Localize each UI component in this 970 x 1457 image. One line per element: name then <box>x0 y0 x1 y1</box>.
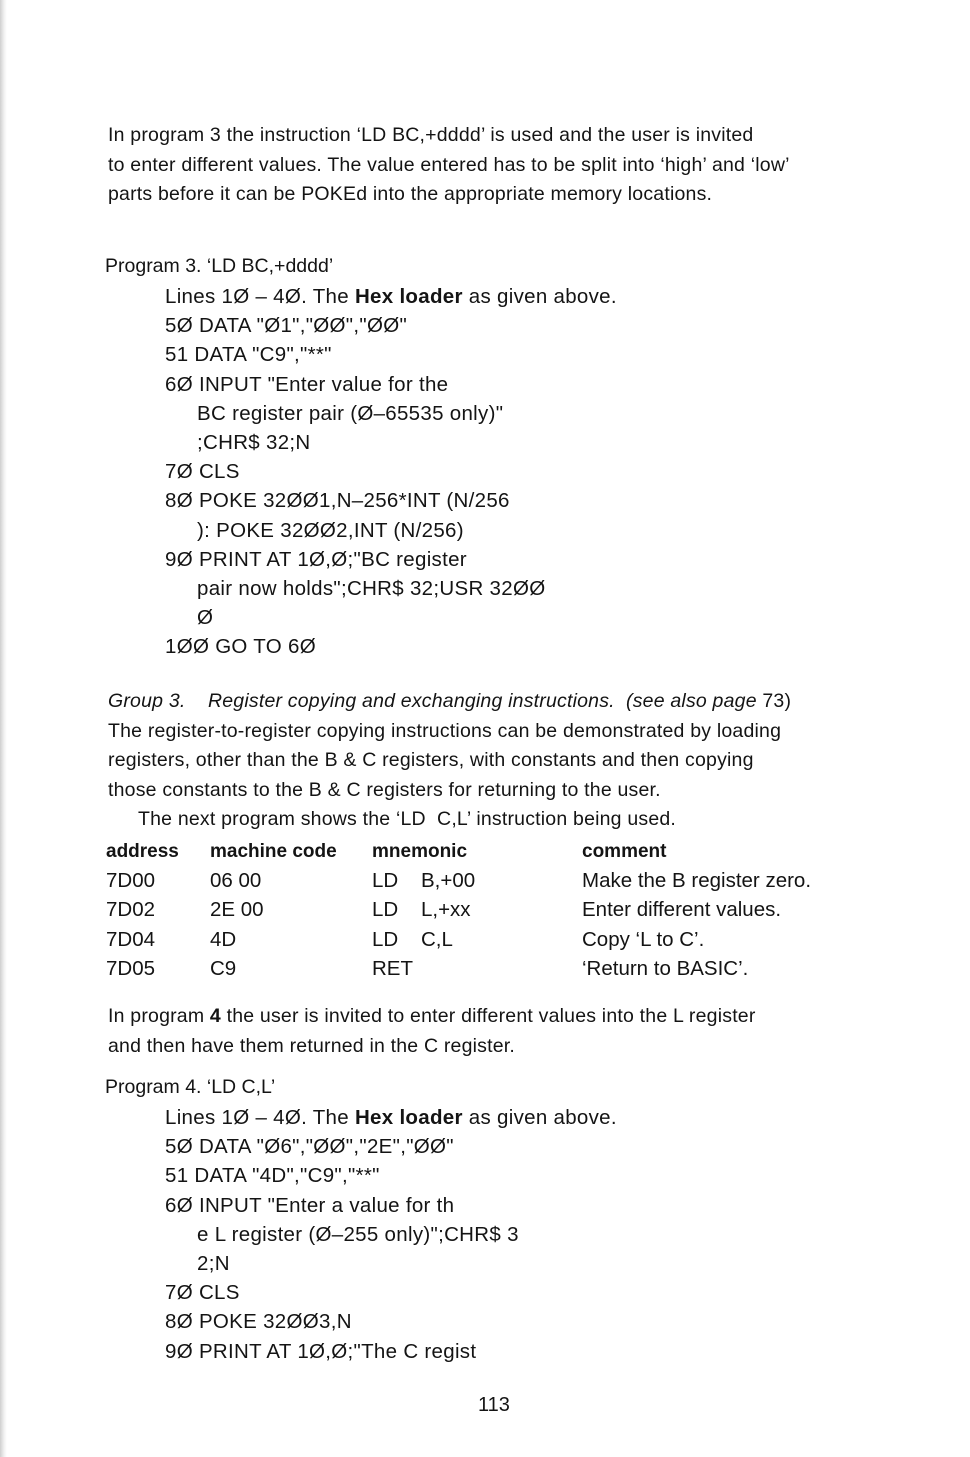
machine-code-table <box>106 837 842 984</box>
table-row <box>106 925 842 954</box>
group-3-heading <box>108 687 883 717</box>
code-continuation-line: ): POKE 32ØØ2,INT (N/256) <box>197 518 464 542</box>
code-continuation-line: pair now holds";CHR$ 32;USR 32ØØ <box>197 577 546 601</box>
text-line: The register-to-register copying instructions can be demonstrated by loading <box>108 719 782 742</box>
cell-comment: Enter different values. <box>582 898 782 922</box>
code-line: 7Ø CLS <box>165 1281 240 1305</box>
program-3-listing <box>165 282 617 662</box>
text-fragment: In program <box>108 1005 210 1027</box>
code-continuation-line: Ø <box>197 606 214 630</box>
cell-mnemonic: LD L,+xx <box>372 898 471 922</box>
lines-note-suffix: as given above. <box>462 1106 617 1129</box>
program-3-title: Program 3. ‘LD BC,+dddd’ <box>105 255 334 277</box>
code-line: 9Ø PRINT AT 1Ø,Ø;"BC register <box>165 547 467 571</box>
cell-machine-code: 06 00 <box>210 869 262 893</box>
lines-note-suffix: as given above. <box>462 285 617 308</box>
cell-machine-code: 2E 00 <box>210 898 264 922</box>
program-4-title: Program 4. ‘LD C,L’ <box>105 1076 276 1098</box>
cell-machine-code: 4D <box>210 927 237 951</box>
table-row <box>106 896 842 925</box>
code-line: 1ØØ GO TO 6Ø <box>165 635 316 659</box>
code-line: 6Ø INPUT "Enter value for the <box>165 372 449 396</box>
program-3-lines-note <box>165 282 617 311</box>
text-line <box>108 1002 883 1032</box>
program-4-code <box>165 1132 617 1366</box>
binding-shadow <box>0 0 7 1457</box>
code-line: 9Ø PRINT AT 1Ø,Ø;"The C regist <box>165 1339 477 1363</box>
cell-comment: Make the B register zero. <box>582 869 812 893</box>
cell-mnemonic: RET <box>372 957 413 981</box>
program-3-code <box>165 311 617 661</box>
cell-address: 7D04 <box>106 927 156 951</box>
text-fragment: the user is invited to enter different values into the L register <box>220 1005 756 1027</box>
header-comment: comment <box>582 840 667 862</box>
code-line: 5Ø DATA "Ø6","ØØ","2E","ØØ" <box>165 1135 454 1159</box>
hex-loader-label: Hex loader <box>354 285 463 308</box>
code-line: 8Ø POKE 32ØØ3,N <box>165 1310 352 1334</box>
cell-comment: Copy ‘L to C’. <box>582 927 705 951</box>
code-line: 8Ø POKE 32ØØ1,N–256*INT (N/256 <box>165 489 510 513</box>
group-3-label: Group 3. <box>108 690 186 712</box>
code-continuation-line: BC register pair (Ø–65535 only)" <box>197 401 504 425</box>
code-line: 51 DATA "C9","**" <box>165 343 332 367</box>
program-number: 4 <box>209 1005 221 1027</box>
group-3-section <box>108 687 883 835</box>
table-row <box>106 866 842 895</box>
page-number: 113 <box>478 1394 510 1416</box>
table-header-row <box>106 837 842 866</box>
cell-address: 7D00 <box>106 869 156 893</box>
text-line: registers, other than the B & C registers, with constants and then copying <box>108 749 754 771</box>
program-4-listing <box>165 1103 617 1366</box>
text-line: those constants to the B & C registers for returning to the user. <box>108 778 661 801</box>
header-machine-code: machine code <box>210 840 337 862</box>
cell-address: 7D05 <box>106 957 156 981</box>
text-line: In program 3 the instruction ‘LD BC,+dddd’ is used and the user is invited <box>108 124 754 146</box>
group-3-title: Register copying and exchanging instructions. (see also page <box>207 690 763 712</box>
text-line: parts before it can be POKEd into the appropriate memory locations. <box>108 183 713 205</box>
cell-mnemonic: LD C,L <box>372 927 453 951</box>
group-3-page-ref: 73) <box>762 690 792 712</box>
lines-note-prefix: Lines 1Ø – 4Ø. The <box>165 285 355 308</box>
code-continuation-line: ;CHR$ 32;N <box>197 431 311 455</box>
code-continuation-line: 2;N <box>197 1252 230 1276</box>
text-line: to enter different values. The value entered has to be split into ‘high’ and ‘low’ <box>108 153 790 176</box>
table-row <box>106 955 842 984</box>
code-line: 51 DATA "4D","C9","**" <box>165 1164 380 1188</box>
header-mnemonic: mnemonic <box>372 840 468 862</box>
code-continuation-line: e L register (Ø–255 only)";CHR$ 3 <box>197 1222 519 1246</box>
lines-note-prefix: Lines 1Ø – 4Ø. The <box>165 1106 355 1129</box>
program-4-lines-note <box>165 1103 617 1132</box>
code-line: 6Ø INPUT "Enter a value for th <box>165 1193 455 1217</box>
text-line: The next program shows the ‘LD C,L’ instruction being used. <box>138 808 677 830</box>
cell-comment: ‘Return to BASIC’. <box>582 957 749 981</box>
cell-mnemonic: LD B,+00 <box>372 869 476 893</box>
text-line: and then have them returned in the C register. <box>108 1034 516 1057</box>
header-address: address <box>106 840 179 862</box>
code-line: 5Ø DATA "Ø1","ØØ","ØØ" <box>165 314 408 338</box>
intro-paragraph <box>108 121 883 210</box>
cell-address: 7D02 <box>106 898 156 922</box>
cell-machine-code: C9 <box>210 957 237 981</box>
program-4-intro <box>108 1002 883 1061</box>
code-line: 7Ø CLS <box>165 460 240 484</box>
hex-loader-label: Hex loader <box>354 1106 463 1129</box>
